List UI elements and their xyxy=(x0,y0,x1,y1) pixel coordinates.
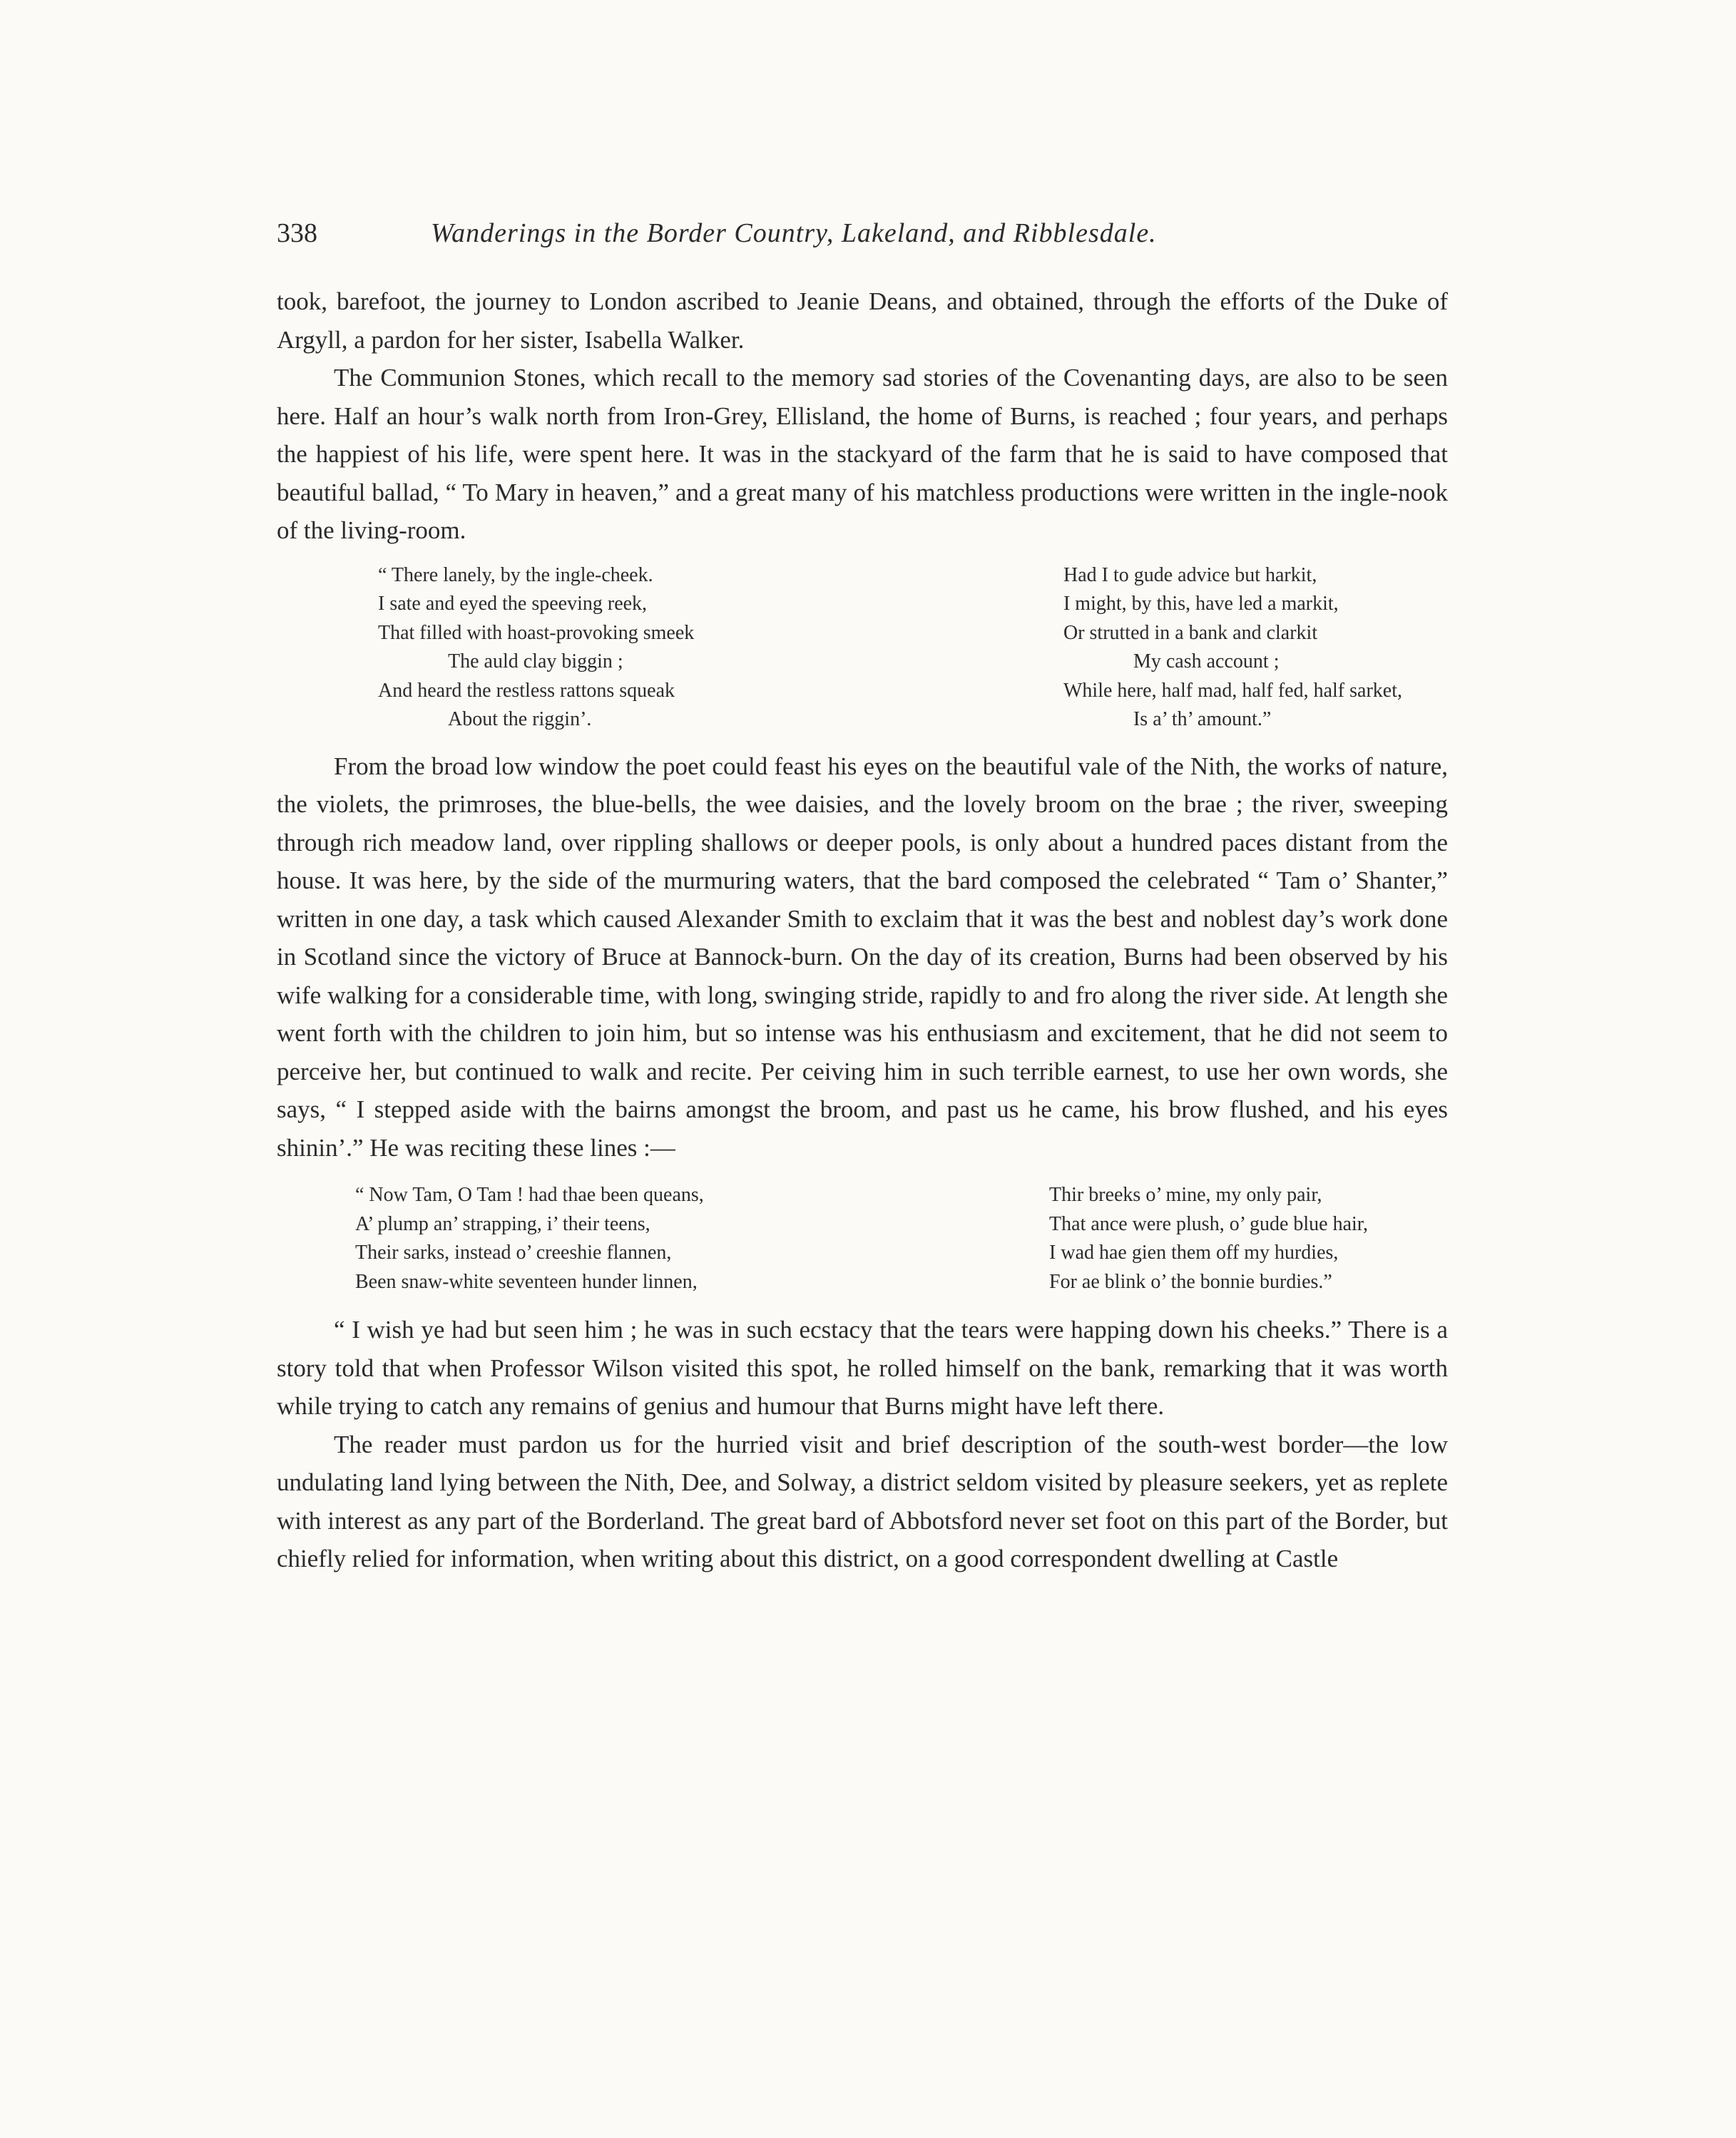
poem-1-stanza-right xyxy=(1063,561,1402,735)
poem-line: I wad hae gien them off my hurdies, xyxy=(1049,1242,1339,1264)
poem-line: While here, half mad, half fed, half sarket, xyxy=(1063,679,1402,702)
poem-line: About the riggin’. xyxy=(448,708,592,730)
poem-line: A’ plump an’ strapping, i’ their teens, xyxy=(355,1212,650,1235)
poem-line: Had I to gude advice but harkit, xyxy=(1063,563,1317,586)
poem-line: For ae blink o’ the bonnie burdies.” xyxy=(1049,1270,1332,1293)
poem-line: Thir breeks o’ mine, my only pair, xyxy=(1049,1184,1322,1206)
poem-line: Been snaw-white seventeen hunder linnen, xyxy=(355,1270,698,1293)
poem-line: And heard the restless rattons squeak xyxy=(378,679,675,702)
poem-line: Is a’ th’ amount.” xyxy=(1133,708,1272,730)
page-number: 338 xyxy=(277,218,317,248)
poem-line: “ Now Tam, O Tam ! had thae been queans, xyxy=(355,1184,704,1206)
poem-quote-1 xyxy=(277,561,1448,735)
poem-1-stanza-left xyxy=(378,561,694,735)
poem-line: Their sarks, instead o’ creeshie flannen, xyxy=(355,1242,672,1264)
poem-line: The auld clay biggin ; xyxy=(448,650,623,672)
page-body xyxy=(277,282,1448,1578)
poem-line: I sate and eyed the speeving reek, xyxy=(378,593,648,615)
poem-line: “ There lanely, by the ingle-cheek. xyxy=(378,563,653,586)
paragraph-5: The reader must pardon us for the hurried visit and brief description of the south-west border—the low undulating land lying between the Nith, Dee, and Solway, a district seldom visited by pleasure seekers, yet as replete with interest as any part of the Borderland. The great bard of Abbotsford never set foot on this part of the Border, but chiefly relied for information, when writing about this district, on a good correspondent dwelling at Castle xyxy=(277,1430,1448,1572)
poem-line: That ance were plush, o’ gude blue hair, xyxy=(1049,1212,1368,1235)
paragraph-1: took, barefoot, the journey to London ascribed to Jeanie Deans, and obtained, through the efforts of the Duke of Argyll, a pardon for her sister, Isabella Walker. xyxy=(277,287,1448,354)
poem-quote-2 xyxy=(277,1181,1448,1296)
running-title: Wanderings in the Border Country, Lakeland, and Ribblesdale. xyxy=(431,218,1157,248)
paragraph-2: The Communion Stones, which recall to the memory sad stories of the Covenanting days, are also to be seen here. Half an hour’s walk north from Iron-Grey, Ellisland, the home of Burns, is reached ; four years, and perhaps the happiest of his life, were spent here. It was in the stackyard of the farm that he is said to have composed that beautiful ballad, “ To Mary in heaven,” and a great many of his matchless productions were written in the ingle-nook of the living-room. xyxy=(277,364,1448,544)
poem-line: That filled with hoast-provoking smeek xyxy=(378,621,695,644)
poem-2-stanza-right xyxy=(1049,1181,1368,1296)
paragraph-3: From the broad low window the poet could feast his eyes on the beautiful vale of the Nith, the works of nature, the violets, the primroses, the blue-bells, the wee daisies, and the lovely broom on the brae ; the river, sweeping through rich meadow land, over rippling shallows or deeper pools, is only about a hundred paces distant from the house. It was here, by the side of the murmuring waters, that the bard composed the celebrated “ Tam o’ Shanter,” written in one day, a task which caused Alexander Smith to exclaim that it was the best and noblest day’s work done in Scotland since the victory of Bruce at Bannock-burn. On the day of its creation, Burns had been observed by his wife walking for a considerable time, with long, swinging stride, rapidly to and fro along the river side. At length she went forth with the children to join him, but so intense was his enthusiasm and excitement, that he did not seem to perceive her, but continued to walk and recite. Per ceiving him in such terrible earnest, to use her own words, she says, “ I stepped aside with the bairns amongst the broom, and past us he came, his brow flushed, and his eyes shinin’.” He was reciting these lines :— xyxy=(277,752,1448,1162)
poem-line: Or strutted in a bank and clarkit xyxy=(1063,621,1318,644)
poem-line: My cash account ; xyxy=(1133,650,1280,672)
poem-line: I might, by this, have led a markit, xyxy=(1063,593,1339,615)
poem-2-stanza-left xyxy=(355,1181,704,1296)
paragraph-4: “ I wish ye had but seen him ; he was in such ecstacy that the tears were happing down his cheeks.” There is a story told that when Professor Wilson visited this spot, he rolled himself on the bank, remarking that it was worth while trying to catch any remains of genius and humour that Burns might have left there. xyxy=(277,1316,1448,1420)
